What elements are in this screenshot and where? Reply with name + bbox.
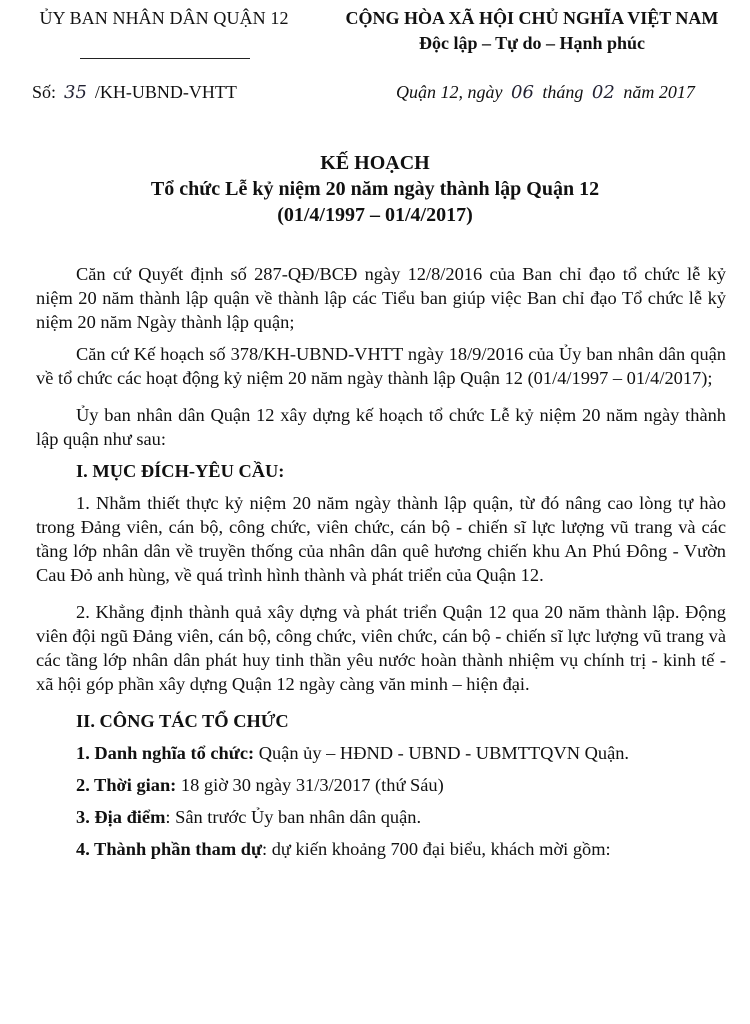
number-code: /KH-UBND-VHTT bbox=[94, 82, 237, 102]
document-title bbox=[0, 150, 750, 228]
section1-item-2: 2. Khẳng định thành quả xây dựng và phát triển Quận 12 qua 20 năm thành lập. Động viên đội ngũ Đảng viên, cán bộ, công chức, viên chức, cán bộ - chiến sĩ lực lượng vũ trang và các tầng lớp nhân dân phát huy tinh thần yêu nước hoàn thành nhiệm vụ chính trị - kinh tế - xã hội góp phần xây dựng Quận 12 ngày càng văn minh – hiện đại. bbox=[36, 602, 726, 694]
item-1-label: 1. Danh nghĩa tổ chức: bbox=[76, 743, 255, 763]
section2-item-3 bbox=[36, 805, 726, 829]
date-year: năm 2017 bbox=[623, 82, 695, 102]
section2-item-1 bbox=[36, 741, 726, 765]
section-heading-2: II. CÔNG TÁC TỔ CHỨC bbox=[76, 711, 289, 731]
number-label: Số: bbox=[32, 82, 57, 102]
section-heading-1: I. MỤC ĐÍCH-YÊU CẦU: bbox=[76, 461, 285, 481]
org-name: ỦY BAN NHÂN DÂN QUẬN 12 bbox=[39, 8, 289, 28]
date-month-label: tháng bbox=[542, 82, 584, 102]
number-value: 35 bbox=[64, 82, 87, 103]
paragraph-intro: Ủy ban nhân dân Quận 12 xây dựng kế hoạch tổ chức Lễ kỷ niệm 20 năm ngày thành lập quận như sau: bbox=[36, 405, 726, 449]
document-header bbox=[0, 8, 750, 78]
national-heading bbox=[318, 8, 746, 54]
title-line-1: KẾ HOẠCH bbox=[320, 152, 430, 174]
item-2-label: 2. Thời gian: bbox=[76, 775, 177, 795]
item-3-label: 3. Địa điểm bbox=[76, 807, 166, 827]
item-4-text: : dự kiến khoảng 700 đại biểu, khách mời gồm: bbox=[262, 839, 611, 859]
issuing-authority bbox=[14, 8, 314, 29]
document-body bbox=[36, 262, 726, 861]
section1-item-1: 1. Nhằm thiết thực kỷ niệm 20 năm ngày thành lập quận, từ đó nâng cao lòng tự hào trong Đảng viên, cán bộ, công chức, viên chức, cán bộ - chiến sĩ lực lượng vũ trang và các tầng lớp nhân dân về truyền thống của nhân dân quê hương chiến khu An Phú Đông - Vườn Cau Đỏ anh hùng, về quá trình hình thành và phát triển của Quận 12. bbox=[36, 493, 726, 585]
title-line-2: Tổ chức Lễ kỷ niệm 20 năm ngày thành lập Quận 12 bbox=[150, 178, 600, 200]
item-3-text: : Sân trước Ủy ban nhân dân quận. bbox=[165, 807, 422, 827]
national-motto: Độc lập – Tự do – Hạnh phúc bbox=[418, 33, 646, 53]
document-date bbox=[396, 82, 695, 103]
document-meta bbox=[0, 82, 750, 108]
document-number bbox=[32, 82, 237, 103]
paragraph-basis-1: Căn cứ Quyết định số 287-QĐ/BCĐ ngày 12/8/2016 của Ban chỉ đạo tổ chức lễ kỷ niệm 20 năm thành lập quận về thành lập các Tiểu ban giúp việc Ban chỉ đạo Tổ chức lễ kỷ niệm 20 năm Ngày thành lập quận; bbox=[36, 264, 726, 332]
nation-name: CỘNG HÒA XÃ HỘI CHỦ NGHĨA VIỆT NAM bbox=[345, 8, 719, 28]
title-line-3: (01/4/1997 – 01/4/2017) bbox=[277, 204, 473, 226]
item-4-label: 4. Thành phần tham dự bbox=[76, 839, 263, 859]
date-prefix: Quận 12, ngày bbox=[396, 82, 503, 102]
date-day: 06 bbox=[511, 82, 534, 103]
section2-item-4 bbox=[36, 837, 726, 861]
paragraph-basis-2: Căn cứ Kế hoạch số 378/KH-UBND-VHTT ngày 18/9/2016 của Ủy ban nhân dân quận về tổ chức các hoạt động kỷ niệm 20 năm ngày thành lập Quận 12 (01/4/1997 – 01/4/2017); bbox=[36, 344, 726, 388]
date-month: 02 bbox=[591, 82, 615, 103]
section2-item-2 bbox=[36, 773, 726, 797]
item-1-text: Quận ủy – HĐND - UBND - UBMTTQVN Quận. bbox=[254, 743, 630, 763]
header-underline bbox=[80, 58, 250, 59]
item-2-text: 18 giờ 30 ngày 31/3/2017 (thứ Sáu) bbox=[176, 775, 444, 795]
